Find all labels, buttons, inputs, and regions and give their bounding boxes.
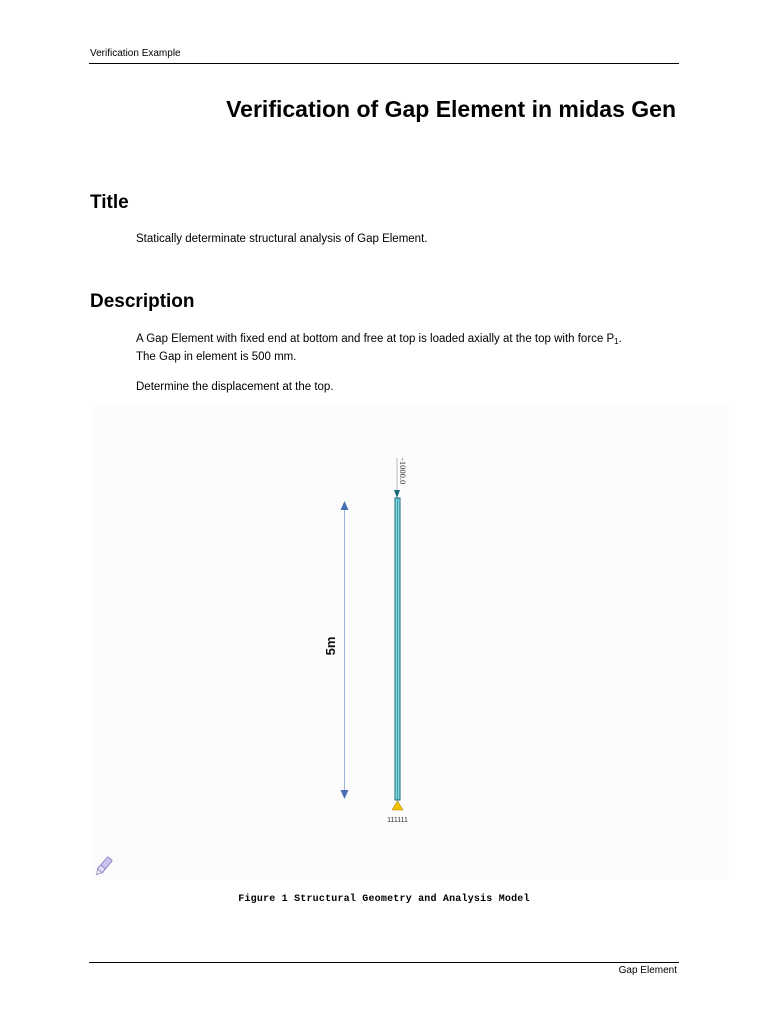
edit-pencil-icon xyxy=(92,855,114,879)
support-label: 111111 xyxy=(387,817,408,824)
description-line-3: Determine the displacement at the top. xyxy=(136,381,334,393)
load-arrow-icon xyxy=(394,490,400,498)
title-text: Statically determinate structural analysis of Gap Element. xyxy=(136,233,428,245)
dimension-arrow-top-icon xyxy=(341,501,349,510)
header-rule xyxy=(89,63,679,64)
dimension-label: 5m xyxy=(323,636,338,656)
figure-caption: Figure 1 Structural Geometry and Analysis Model xyxy=(238,894,530,905)
page-footer: Gap Element xyxy=(618,965,677,976)
figure-drawing xyxy=(91,406,729,880)
dimension-arrow-bottom-icon xyxy=(341,790,349,799)
description-line-2: The Gap in element is 500 mm. xyxy=(136,351,297,363)
description-heading: Description xyxy=(90,291,195,312)
document-title: Verification of Gap Element in midas Gen xyxy=(226,96,676,122)
load-label: -1000.0 xyxy=(398,458,408,485)
title-heading: Title xyxy=(90,192,129,213)
force-subscript: 1 xyxy=(614,337,619,346)
page-header: Verification Example xyxy=(90,48,181,59)
footer-rule xyxy=(89,962,679,963)
fixed-support-icon xyxy=(392,801,403,810)
description-line-1-text: A Gap Element with fixed end at bottom and free at top is loaded axially at the top with force P xyxy=(136,333,615,345)
description-line-1-end: . xyxy=(618,333,622,345)
figure-structural-model xyxy=(91,406,729,880)
